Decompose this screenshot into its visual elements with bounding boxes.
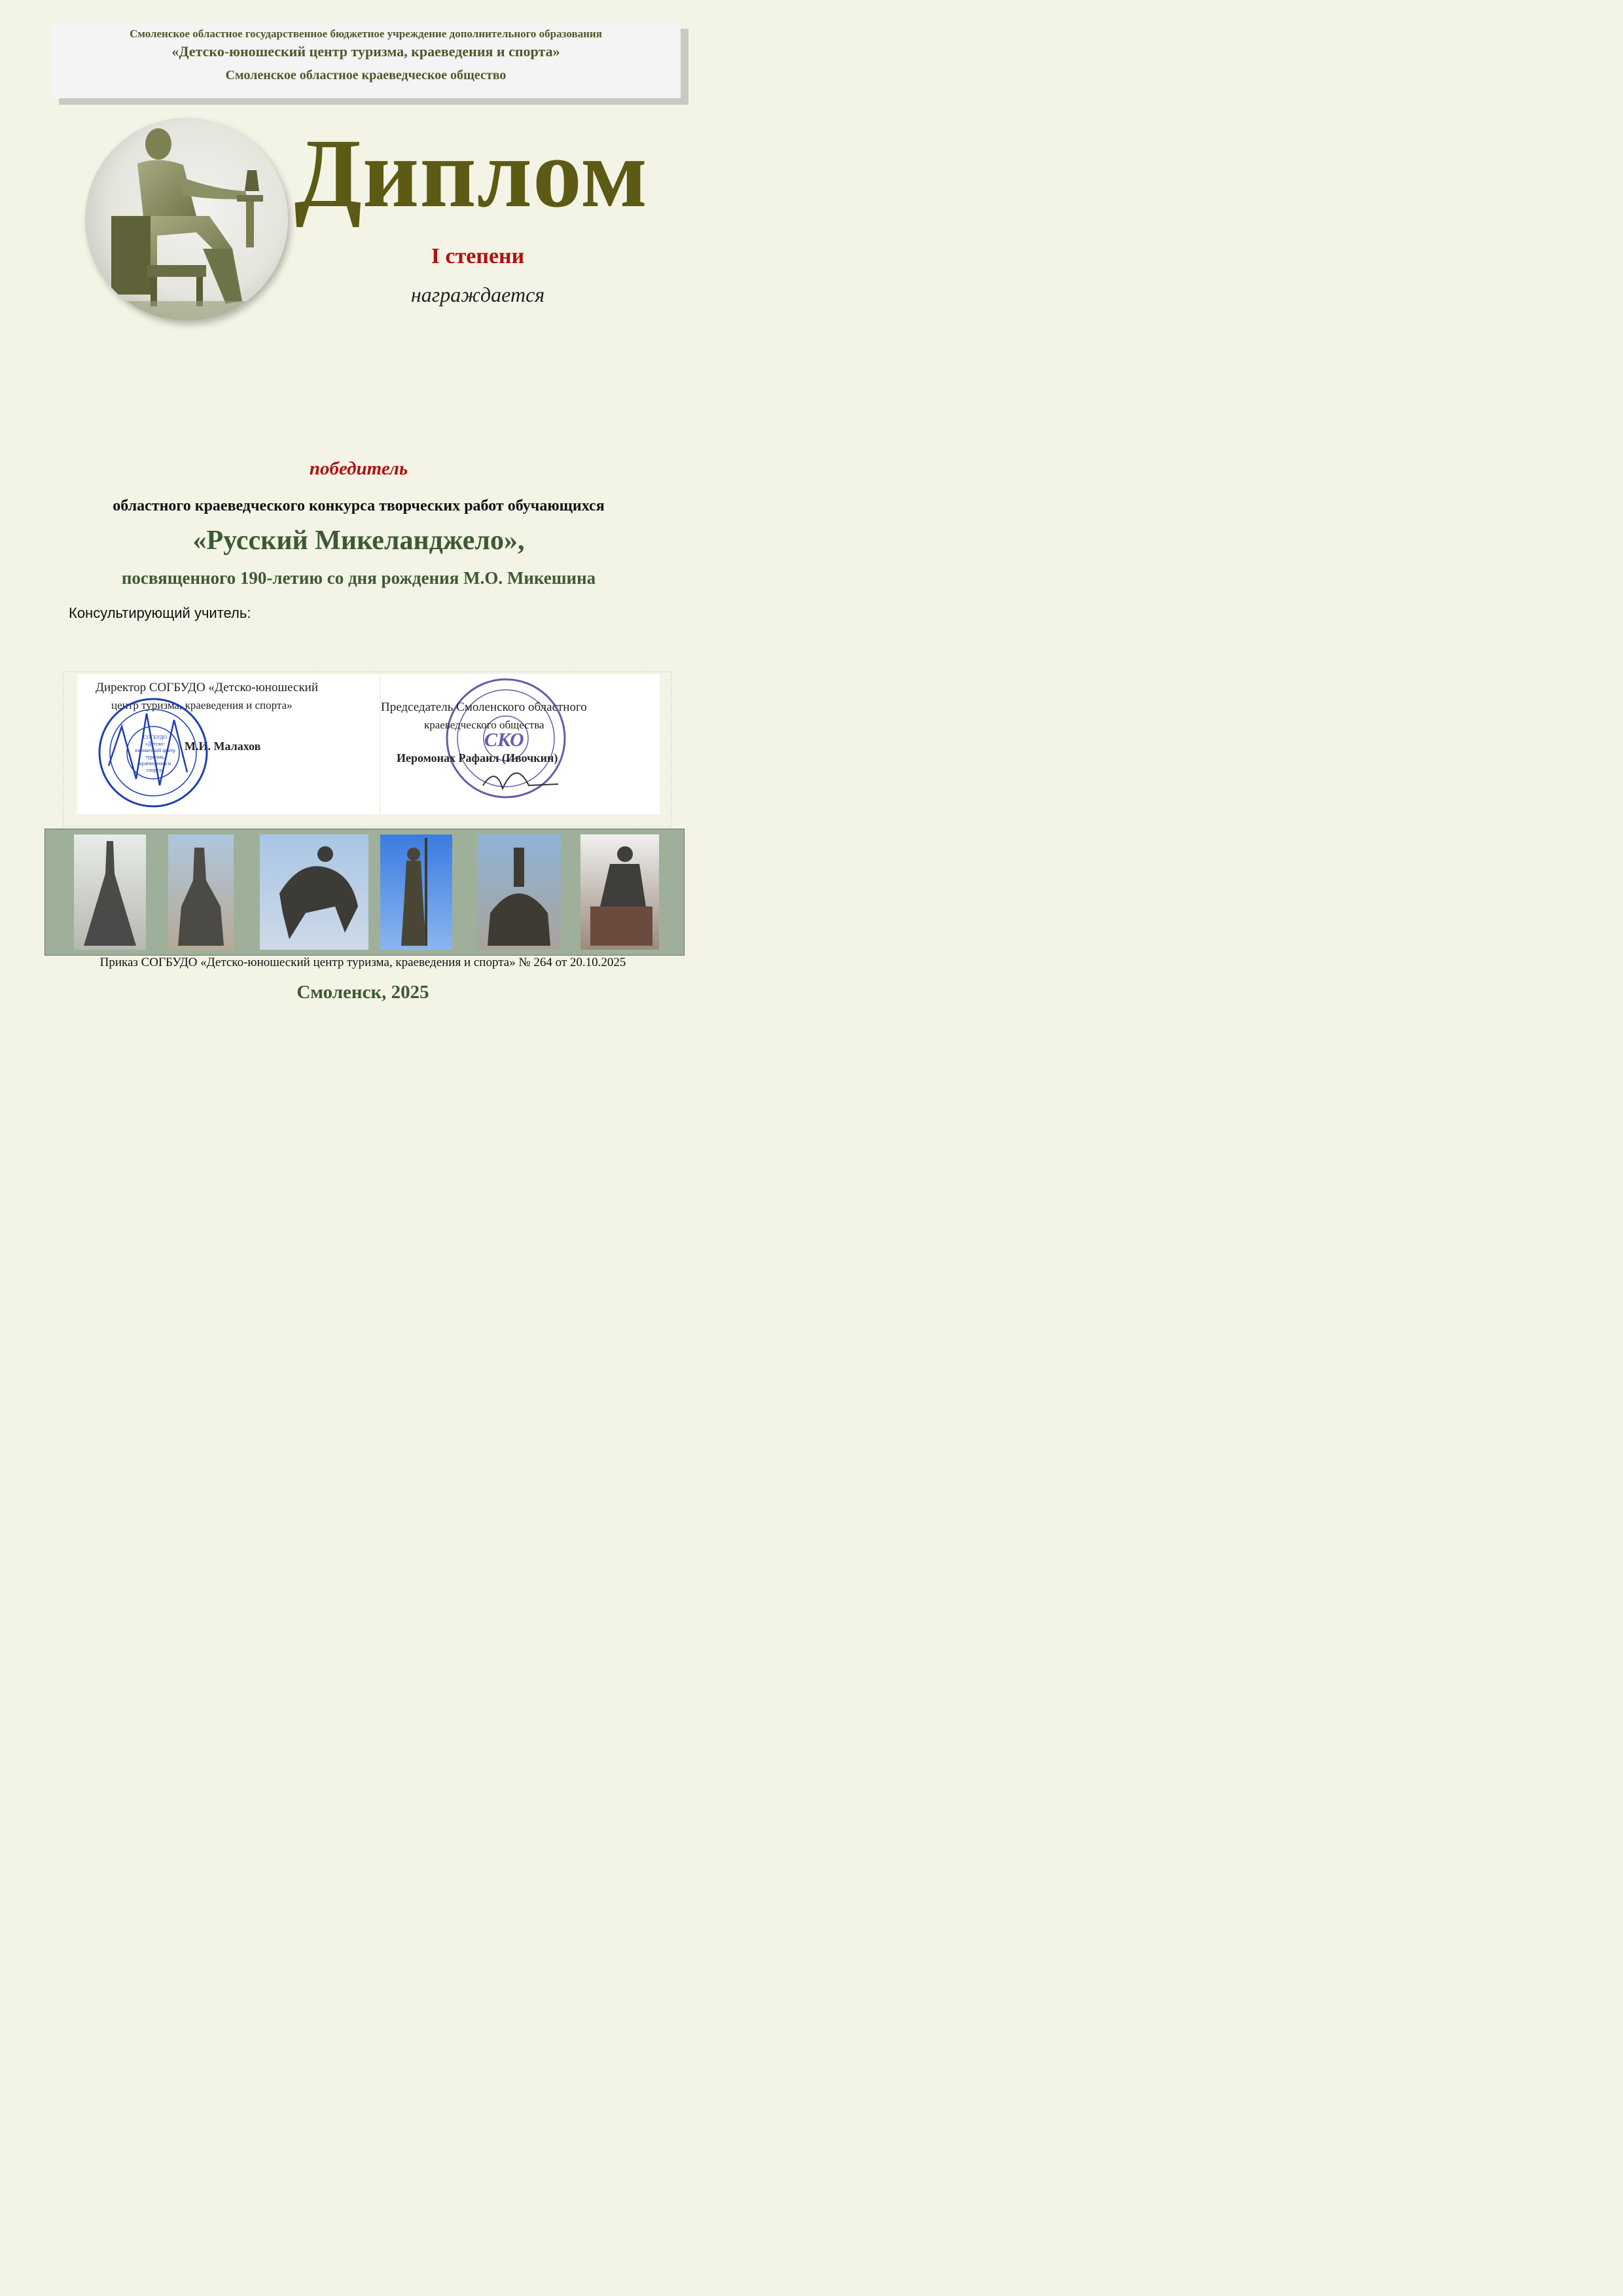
monument-photo-4 (380, 834, 452, 950)
teacher-label: Консультирующий учитель: (69, 605, 251, 621)
diploma-title: Диплом (294, 119, 649, 228)
city-year: Смоленск, 2025 (296, 982, 429, 1003)
monument-photo-2 (168, 834, 234, 950)
statue-medallion (85, 118, 288, 321)
monument-photo-6 (580, 834, 659, 950)
winner-label: победитель (309, 458, 408, 479)
monument-icon (168, 834, 234, 950)
contest-dedication: посвященного 190-летию со дня рождения М.О. Микешина (121, 568, 596, 588)
organization-name: Смоленское областное государственное бюджетное учреждение дополнительного образования (130, 27, 602, 40)
monument-icon (580, 834, 659, 950)
chairman-name: Иеромонах Рафаил (Ивочкин) (397, 751, 558, 764)
monument-icon (260, 834, 368, 950)
center-name: «Детско-юношеский центр туризма, краеведения и спорта» (171, 43, 560, 60)
director-title-line1: Директор СОГБУДО «Детско-юношеский (96, 681, 319, 694)
monument-icon (74, 834, 146, 950)
contest-description: областного краеведческого конкурса творческих работ обучающихся (113, 497, 605, 514)
diploma-degree: I степени (431, 244, 525, 268)
monument-photo-5 (477, 834, 561, 950)
header-banner (51, 22, 681, 98)
director-name: М.И. Малахов (185, 740, 261, 753)
monument-photo-strip (45, 829, 685, 956)
director-title-line2: центр туризма, краеведения и спорта» (111, 699, 293, 711)
monument-photo-3 (260, 834, 368, 950)
director-stamp-text: СОГБУДО «Детско-юношеский центр туризма, краеведения и спорта» (135, 734, 175, 773)
monument-photo-1 (74, 834, 146, 950)
chairman-title-line1: Председатель Смоленского областного (381, 700, 587, 714)
society-name: Смоленское областное краеведческое общество (225, 68, 507, 82)
chairman-signature-panel (381, 674, 660, 814)
order-reference: Приказ СОГБУДО «Детско-юношеский центр туризма, краеведения и спорта» № 264 от 20.10.2025 (99, 956, 626, 969)
seated-statue-illustration (85, 118, 288, 321)
monument-icon (477, 834, 561, 950)
director-signature-panel (77, 674, 380, 814)
contest-name: «Русский Микеланджело», (192, 526, 525, 556)
chairman-stamp-text: СКО (484, 729, 524, 751)
monument-icon (380, 834, 452, 950)
awarded-text: награждается (410, 283, 545, 306)
chairman-title-line2: краеведческого общества (424, 719, 544, 731)
